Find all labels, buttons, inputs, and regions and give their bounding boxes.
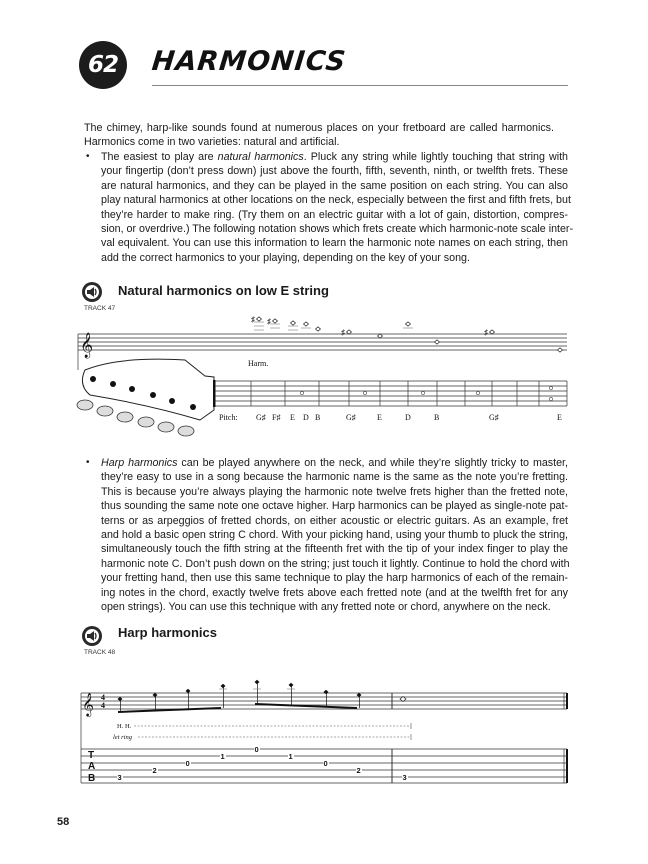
tab-fret-number: 0 <box>185 759 190 768</box>
tab-fret-number: 1 <box>220 752 225 761</box>
pitch-name: G♯ <box>346 413 356 422</box>
harmonic-note <box>558 348 563 352</box>
bullet-line: open strings). You can use this technique with any fretted note or chord, anywhere on the neck. <box>101 601 551 613</box>
tab-fret-number: 0 <box>323 759 328 768</box>
page-number: 58 <box>57 816 70 828</box>
harp-harmonic-note <box>324 690 329 694</box>
fret-marker <box>421 391 424 394</box>
let-ring-label: let ring <box>113 734 132 741</box>
chapter-title: HARMONICS <box>150 46 348 77</box>
treble-clef-icon: 𝄞 <box>82 694 94 716</box>
pitch-label: Pitch: <box>219 413 238 422</box>
tab-fret-number: 0 <box>254 745 259 754</box>
track-47-label: TRACK 47 <box>84 305 116 312</box>
bullet-line: are natural harmonics, and they can be played in the same position on each string. You can also <box>101 179 568 192</box>
pitch-name: E <box>557 413 562 422</box>
bullet-line: sion, or overdrive.) The following notation shows which frets create which harmonic-note scale inter- <box>101 223 574 235</box>
chapter-number: 62 <box>87 52 118 78</box>
tab-fret-number: 2 <box>356 766 361 775</box>
pitch-name: B <box>315 413 321 422</box>
audio-track-icon[interactable] <box>82 626 102 646</box>
pitch-name: B <box>434 413 440 422</box>
harmonic-note <box>347 330 352 334</box>
bullet-line: and hold a basic open string C chord. With your picking hand, using your thumb to pluck the string, <box>101 529 568 541</box>
example-2-heading: Harp harmonics <box>118 625 217 640</box>
pitch-name: F♯ <box>272 413 281 422</box>
intro-line: Harmonics come in two varieties: natural and artificial. <box>84 136 340 149</box>
bullet-line: they’re harder to make ring. (Try them on an electric guitar with a lot of gain, distortion, compres- <box>101 208 568 221</box>
pitch-name: D <box>303 413 309 422</box>
tab-fret-number: 3 <box>402 773 407 782</box>
tab-letter-a: A <box>88 761 96 772</box>
guitar-headstock-icon <box>77 359 214 436</box>
harmonic-note <box>273 319 278 323</box>
sharp-icon: ♯ <box>484 328 488 337</box>
bullet-line: This is because you’re always playing the harmonic note twelve frets higher than the fretted note, <box>101 485 568 498</box>
pitch-name: G♯ <box>489 413 499 422</box>
bullet-text-post: . Pluck any string while lightly touching that string with <box>303 151 569 163</box>
bullet-text-post: can be played anywhere on the neck, and while they’re slightly tricky to master, <box>177 457 568 469</box>
tab-letter-t: T <box>88 750 95 761</box>
bullet-line: terns or as arpeggios of fretted chords, on either acoustic or electric guitars. As an example, fret <box>101 514 568 527</box>
tab-fret-number: 1 <box>288 752 293 761</box>
bullet-text-pre: The easiest to play are <box>101 151 218 163</box>
harp-harmonic-note <box>255 680 260 684</box>
bullet-line: your fingertip (don’t press down) just above the fourth, fifth, seventh, ninth, or twelfth frets. These <box>101 165 568 178</box>
bullet-text-italic: natural harmonics <box>217 151 304 163</box>
pitch-name: E <box>290 413 295 422</box>
harmonic-note <box>378 334 383 338</box>
bullet-text-italic: Harp harmonics <box>101 457 178 469</box>
tab-letter-b: B <box>88 773 96 784</box>
bullet-icon: • <box>86 151 90 162</box>
sharp-icon: ♯ <box>267 317 271 326</box>
pitch-name: G♯ <box>256 413 266 422</box>
harp-harmonic-note <box>186 689 191 693</box>
example-1-heading: Natural harmonics on low E string <box>118 283 329 298</box>
track-48-label: TRACK 48 <box>84 649 116 656</box>
bullet-line: play natural harmonics at other locations on the neck, especially between the first and fifth frets, but <box>101 194 571 207</box>
harmonic-note <box>257 317 262 321</box>
tab-fret-number: 3 <box>117 773 122 782</box>
harp-harmonic-note <box>153 693 158 697</box>
pitch-name: D <box>405 413 411 422</box>
bullet-line: your fretting hand, then use this same technique to play the harp harmonics of each of the remain- <box>101 572 568 585</box>
bullet-line: add the correct harmonics to your playing, depending on the key of your song. <box>101 251 470 264</box>
sharp-icon: ♯ <box>341 328 345 337</box>
fret-marker <box>549 386 552 389</box>
harm-label: Harm. <box>248 359 269 368</box>
time-signature-top: 4 <box>101 693 105 702</box>
bullet-line: val equivalent. You can use this information to learn the harmonic note names on each string, then <box>101 237 568 250</box>
treble-clef-icon: 𝄞 <box>80 332 94 357</box>
sharp-icon: ♯ <box>251 315 255 324</box>
harmonic-note <box>304 322 309 326</box>
bullet-line: thus sounding the same note one octave higher. Harp harmonics can be played as single-note pat- <box>101 500 568 513</box>
harmonic-note <box>490 330 495 334</box>
time-signature-bottom: 4 <box>101 701 105 710</box>
pitch-name: E <box>377 413 382 422</box>
fret-marker <box>300 391 303 394</box>
harmonic-note <box>435 340 440 344</box>
bullet-line: simultaneously touch the fifth string at the fifteenth fret with the tip of your index finger to play the <box>101 543 568 556</box>
bullet-line: ing notes in the chord, exactly twelve frets above each fretted note (and at the twelfth fret for any <box>101 586 568 599</box>
bullet-line: they’re easy to use in a song because the harmonic name is the same as the note you’re fretting. <box>101 471 568 484</box>
harp-harmonic-note <box>357 693 362 697</box>
harp-harmonic-note <box>118 697 123 701</box>
harp-harmonic-note <box>221 684 226 688</box>
bullet-line: harmonic note C. Don’t push down on the string; just touch it lightly. Continue to hold the chord with <box>101 557 570 570</box>
fret-marker <box>549 397 552 400</box>
fret-marker <box>363 391 366 394</box>
intro-line: The chimey, harp-like sounds found at numerous places on your fretboard are called harmonics. <box>84 122 554 134</box>
bullet-icon: • <box>86 457 90 468</box>
harmonic-note <box>316 327 321 331</box>
hh-label: H. H. <box>117 723 132 730</box>
tab-fret-number: 2 <box>152 766 157 775</box>
harp-harmonic-note <box>289 683 294 687</box>
fret-marker <box>476 391 479 394</box>
harmonic-note <box>291 321 296 325</box>
harmonic-note <box>406 322 411 326</box>
